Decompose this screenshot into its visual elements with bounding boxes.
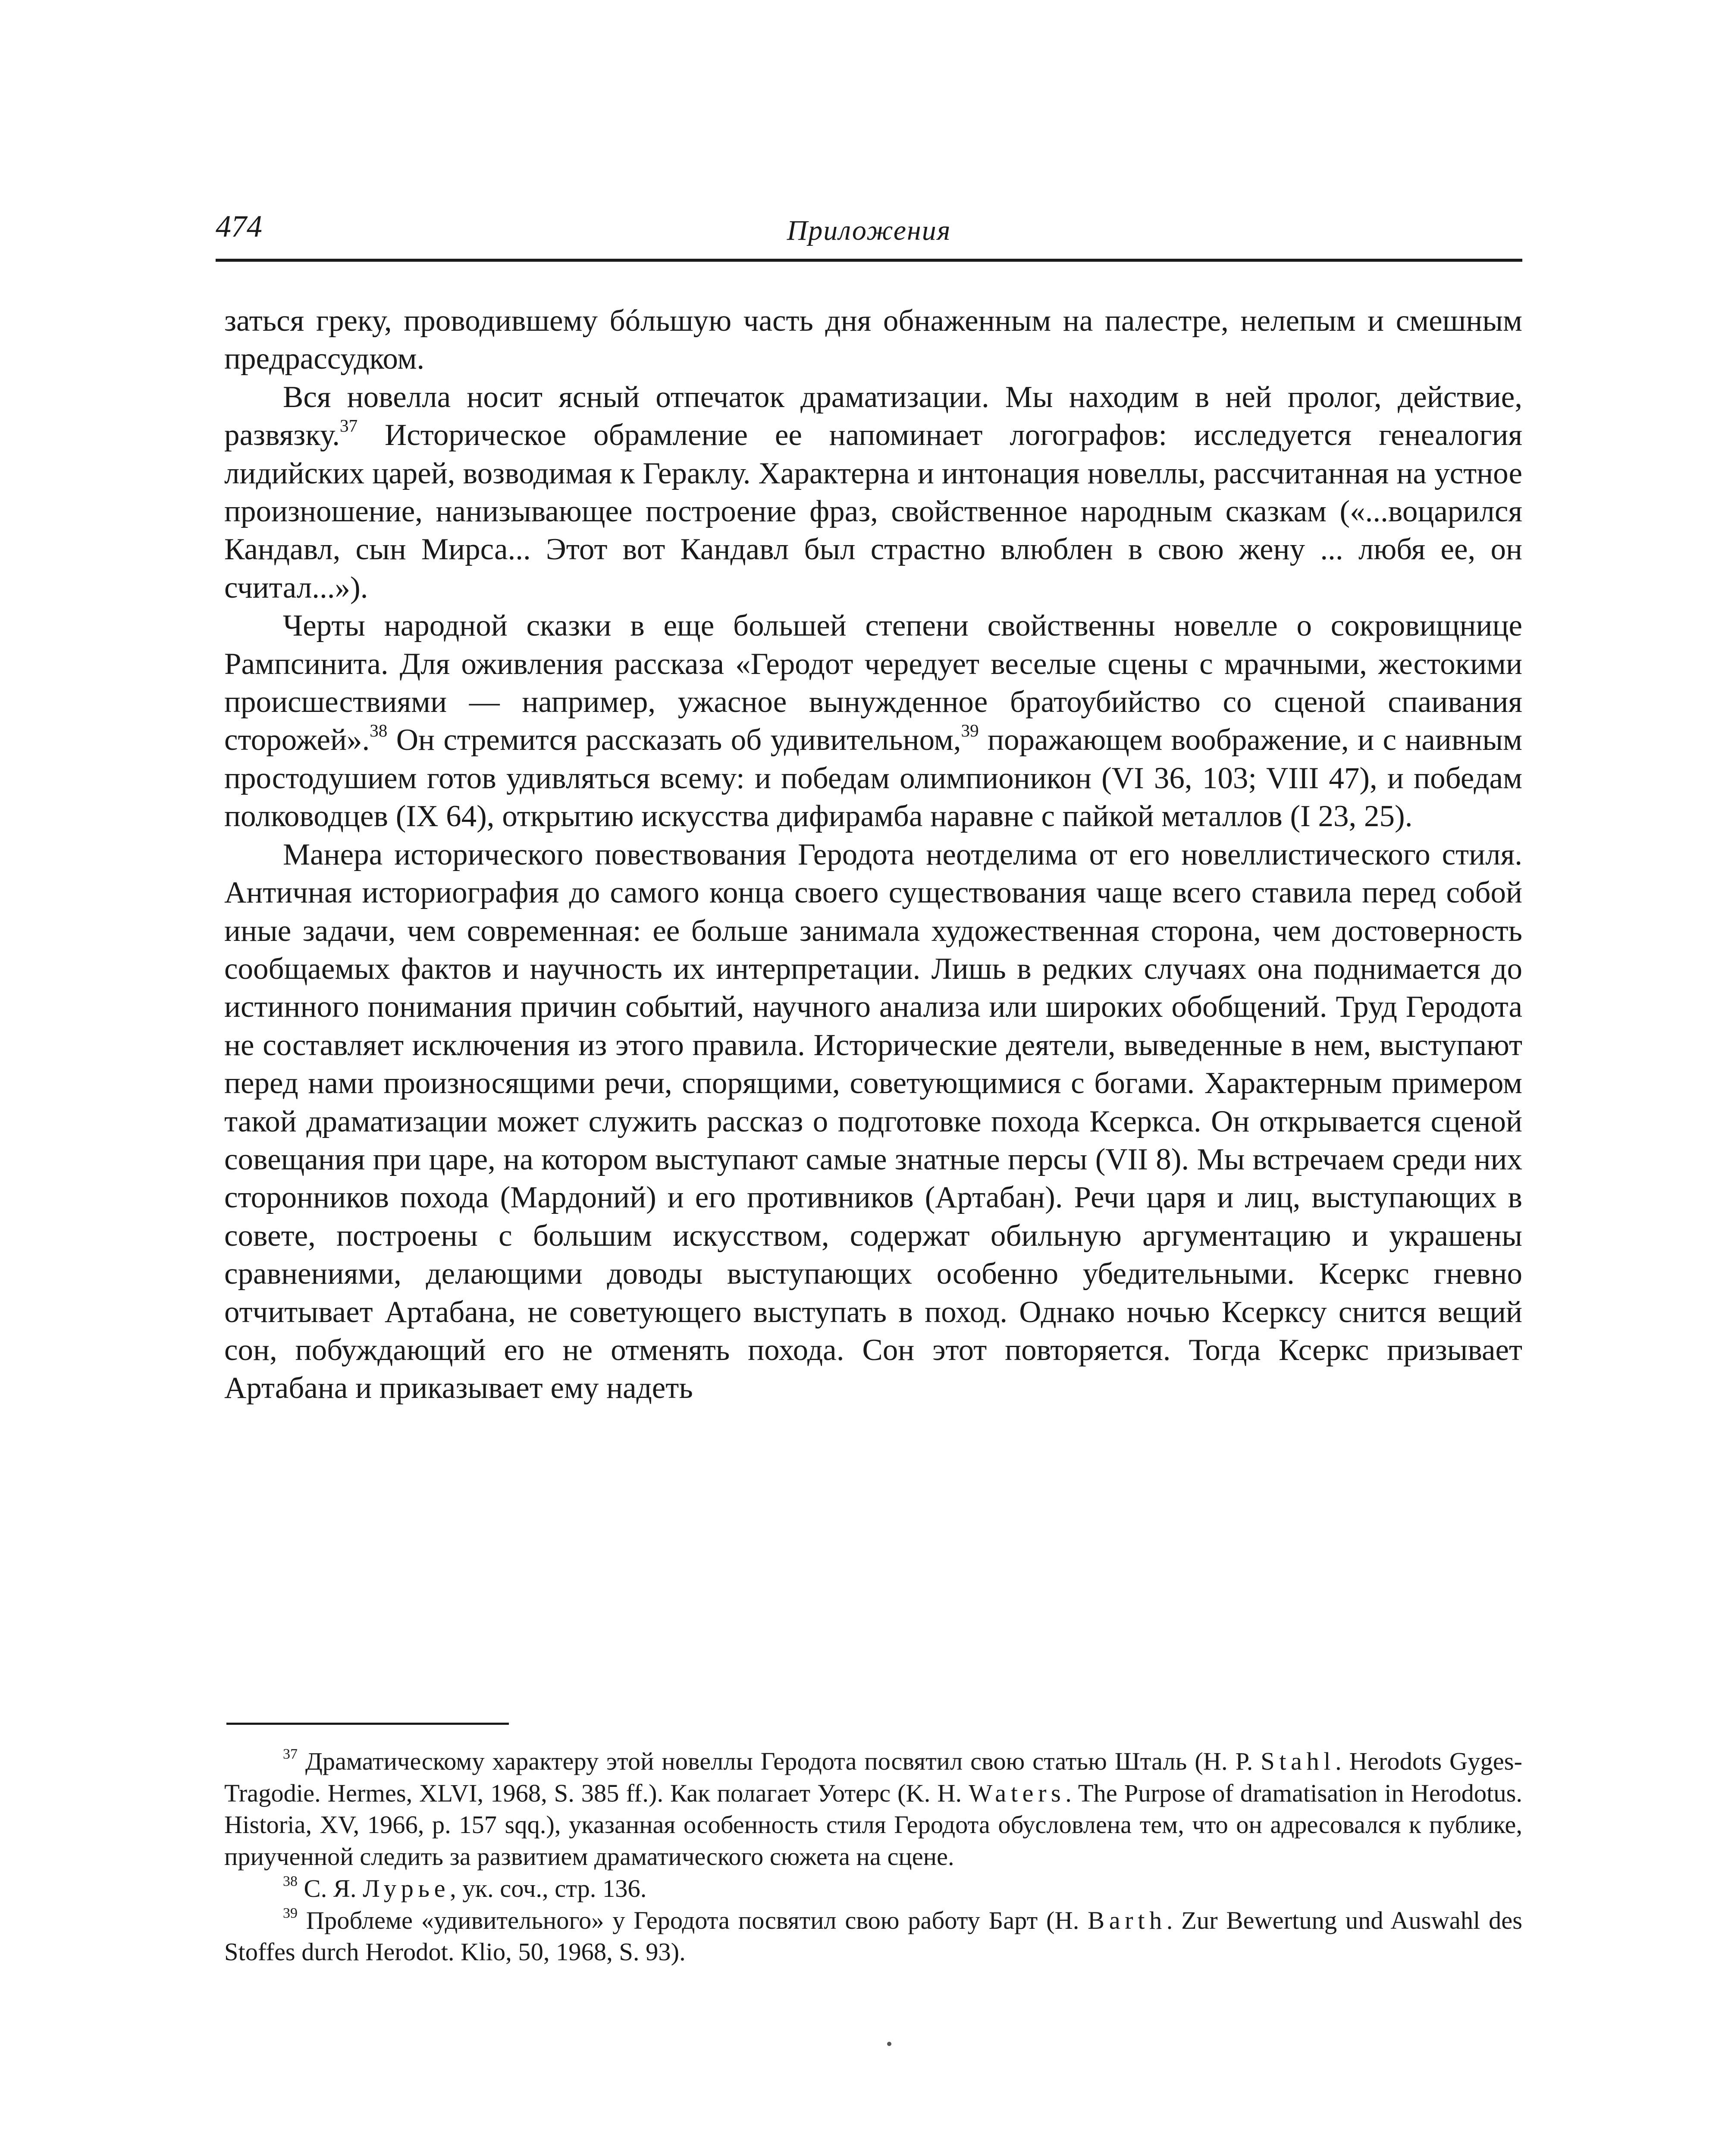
paragraph-2-text-a: Вся новелла носит ясный отпечаток драматизации. Мы находим в ней пролог, действие, развязку. (224, 380, 1522, 452)
footnote-39 (224, 1905, 1522, 1968)
footnote-39-text-a: Проблеме «удивительного» у Геродота посвятил свою работу Барт (H. (297, 1906, 1088, 1934)
footnote-38-author: Лурье (363, 1874, 450, 1902)
page-number: 474 (216, 209, 262, 244)
paragraph-1 (224, 302, 1522, 378)
footnote-divider (226, 1723, 509, 1725)
footnote-ref-38[interactable]: 38 (370, 721, 388, 741)
footnotes (224, 1745, 1522, 1968)
footnote-38 (224, 1873, 1522, 1905)
footnote-38-text-b: , ук. соч., стр. 136. (450, 1874, 647, 1902)
footnote-37-text-c: . The Purpose of dramatisation in Herodotus. Historia, XV, 1966, p. 157 sqq.), указанная особенность стиля Геродота обусловлена тем, что он адресовался к публике, приученной следить за развитием драматического сюжета на сцене. (224, 1779, 1522, 1871)
paragraph-4-text: Манера исторического повествования Геродота неотделима от его новеллистического стиля. Античная историография до самого конца своего существования чаще всего ставила перед собой иные задачи, чем современная: ее больше занимала художественная сторона, чем достоверность сообщаемых фактов и научность их интерпретации. Лишь в редких случаях она поднимается до истинного понимания причин событий, научного анализа или широких обобщений. Труд Геродота не составляет исключения из этого правила. Исторические деятели, выведенные в нем, выступают перед нами произносящими речи, спорящими, советующимися с богами. Характерным примером такой драматизации может служить рассказ о подготовке похода Ксеркса. Он открывается сценой совещания при царе, на котором выступают самые знатные персы (VII 8). Мы встречаем среди них сторонников похода (Мардоний) и его противников (Артабан). Речи царя и лиц, выступающих в совете, построены с большим искусством, содержат обильную аргументацию и украшены сравнениями, делающими доводы выступающих особенно убедительными. Ксеркс гневно отчитывает Артабана, не советующего выступать в поход. Однако ночью Ксерксу снится вещий сон, побуждающий его не отменять похода. Сон этот повторяется. Тогда Ксеркс призывает Артабана и приказывает ему надеть (224, 837, 1522, 1405)
footnote-ref-39[interactable]: 39 (961, 721, 979, 741)
paragraph-3-text-c: поражающем воображение, и с наивным простодушием готов удивляться всему: и победам олимпионикон (VI 36, 103; VIII 47), и победам полководцев (IX 64), открытию искусства дифирамба наравне с пайкой металлов (I 23, 25). (224, 723, 1522, 834)
running-head (216, 190, 1522, 262)
footnote-39-author: Barth (1088, 1906, 1167, 1934)
footnote-ref-37[interactable]: 37 (339, 416, 358, 436)
paragraph-3-text-b: Он стремится рассказать об удивительном, (387, 723, 961, 757)
footnote-number-39: 39 (283, 1905, 298, 1921)
footnote-number-37: 37 (283, 1746, 298, 1762)
page-speck (887, 2042, 891, 2046)
paragraph-4 (224, 836, 1522, 1407)
paragraph-1-text: заться греку, проводившему бóльшую часть дня обнаженным на палестре, нелепым и смешным предрассудком. (224, 304, 1522, 376)
footnote-39-text-b: . Zur Bewertung und Auswahl des Stoffes durch Herodot. Klio, 50, 1968, S. 93). (224, 1906, 1522, 1966)
footnote-number-38: 38 (283, 1873, 298, 1890)
main-text (224, 302, 1522, 1407)
paragraph-3-text-a: Черты народной сказки в еще большей степени свойственны новелле о сокровищнице Рампсинита. Для оживления рассказа «Геродот чередует веселые сцены с мрачными, жестокими происшествиями — например, ужасное вынужденное братоубийство со сценой спаивания сторожей». (224, 609, 1522, 757)
paragraph-2-text-b: Историческое обрамление ее напоминает логографов: исследуется генеалогия лидийских царей, возводимая к Гераклу. Характерна и интонация новеллы, рассчитанная на устное произношение, нанизывающее построение фраз, свойственное народным сказкам («...воцарился Кандавл, сын Мирса... Этот вот Кандавл был страстно влюблен в свою жену ... любя ее, он считал...»). (224, 418, 1522, 605)
footnote-37-text-a: Драматическому характеру этой новеллы Геродота посвятил свою статью Шталь (H. P. (297, 1747, 1261, 1775)
footnote-37-author-stahl: Stahl (1261, 1747, 1336, 1775)
footnote-38-text-a: С. Я. (297, 1874, 363, 1902)
running-title: Приложения (787, 215, 951, 246)
footnote-37 (224, 1745, 1522, 1873)
footnote-37-author-waters: Waters (969, 1779, 1066, 1807)
paragraph-3 (224, 607, 1522, 835)
footnote-37-text-b: . Herodots Gyges-Tragodie. Hermes, XLVI, 1968, S. 385 ff.). Как полагает Уотерс (K. H. (224, 1747, 1523, 1807)
paragraph-2 (224, 378, 1522, 607)
